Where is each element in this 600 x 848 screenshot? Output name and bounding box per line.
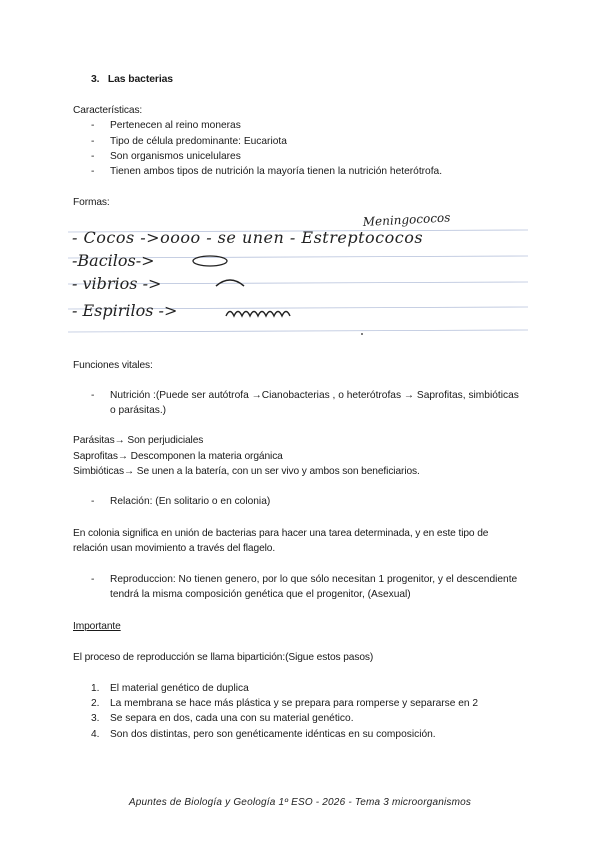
section-number: 3.	[91, 74, 100, 85]
hand-annotation: Meningococos	[362, 210, 451, 229]
caracteristicas-label: Características:	[73, 105, 143, 116]
hand-line-espirilos: - Espirilos ->	[72, 301, 178, 320]
section-heading	[91, 72, 173, 87]
importante-heading: Importante	[73, 621, 121, 632]
document-page: 3. Las bacterias Características: - Pertenecen al reino moneras - Tipo de célula predominante: Eucariota - Son organismos unicelulares - Tienen ambos tipos de nutrición la mayoría tienen la nutrición heterótrofa. Formas: Meningococos - Cocos ->oooo - se unen - Estreptococos -Bacilos-> - vibrios -> - Espirilos -> Funciones vitales: - Nutrición :(Puede ser autótrofa →Cianobacterias , o heterótrofas → Saprofitas, simbióticas o parásitas.) Parásitas→ Son perjudiciales Saprofitas→ Descomponen la materia orgánica Simbióticas→ Se unen a la batería, con un ser vivo y ambos son beneficiarios. - Relación: (En solitario o en colonia) En colonia significa en unión de bacterias para hacer una tarea determinada, y en este tipo de relación usan movimiento a través del flagelo. - Reproduccion: No tienen genero, por lo que sólo necesitan 1 progenitor, y el descendiente tendrá la misma composición genética que el progenitor, (Asexual) Importante El proceso de reproducción se llama bipartición:(Sigue estos pasos) 1. El material genético de duplica 2. La membrana se hace más plástica y se prepara para romperse y separarse en 2 3. Se separa en dos, cada una con su material genético. 4. Son dos distintas, pero son genéticamente idénticas en su composición. Apuntes de Biología y Geología 1º ESO - 2026 - Tema 3 microorganismos	[0, 0, 600, 848]
funciones-label: Funciones vitales:	[73, 360, 153, 371]
page-footer: Apuntes de Biología y Geología 1º ESO - 2026 - Tema 3 microorganismos	[128, 797, 472, 808]
formas-label: Formas:	[73, 197, 110, 208]
parasitas-line: Parásitas→ Son perjudiciales	[73, 435, 204, 446]
biparticion-intro: El proceso de reproducción se llama bipartición:(Sigue estos pasos)	[73, 652, 374, 663]
section-title: Las bacterias	[107, 74, 173, 85]
hand-line-cocos: - Cocos ->oooo - se unen - Estreptococos	[72, 228, 424, 247]
simbioticas-line: Simbióticas→ Se unen a la batería, con un ser vivo y ambos son beneficiarios.	[73, 466, 420, 477]
colonia-paragraph-line1: En colonia significa en unión de bacterias para hacer una tarea determinada, y en este tipo de	[73, 528, 489, 539]
handwritten-notes-image	[68, 210, 528, 340]
saprofitas-line: Saprofitas→ Descomponen la materia orgánica	[73, 451, 283, 462]
hand-line-bacilos: -Bacilos->	[72, 251, 155, 270]
hand-line-vibrios: - vibrios ->	[72, 274, 162, 293]
colonia-paragraph-line2: relación usan movimiento a través del flagelo.	[73, 543, 276, 554]
